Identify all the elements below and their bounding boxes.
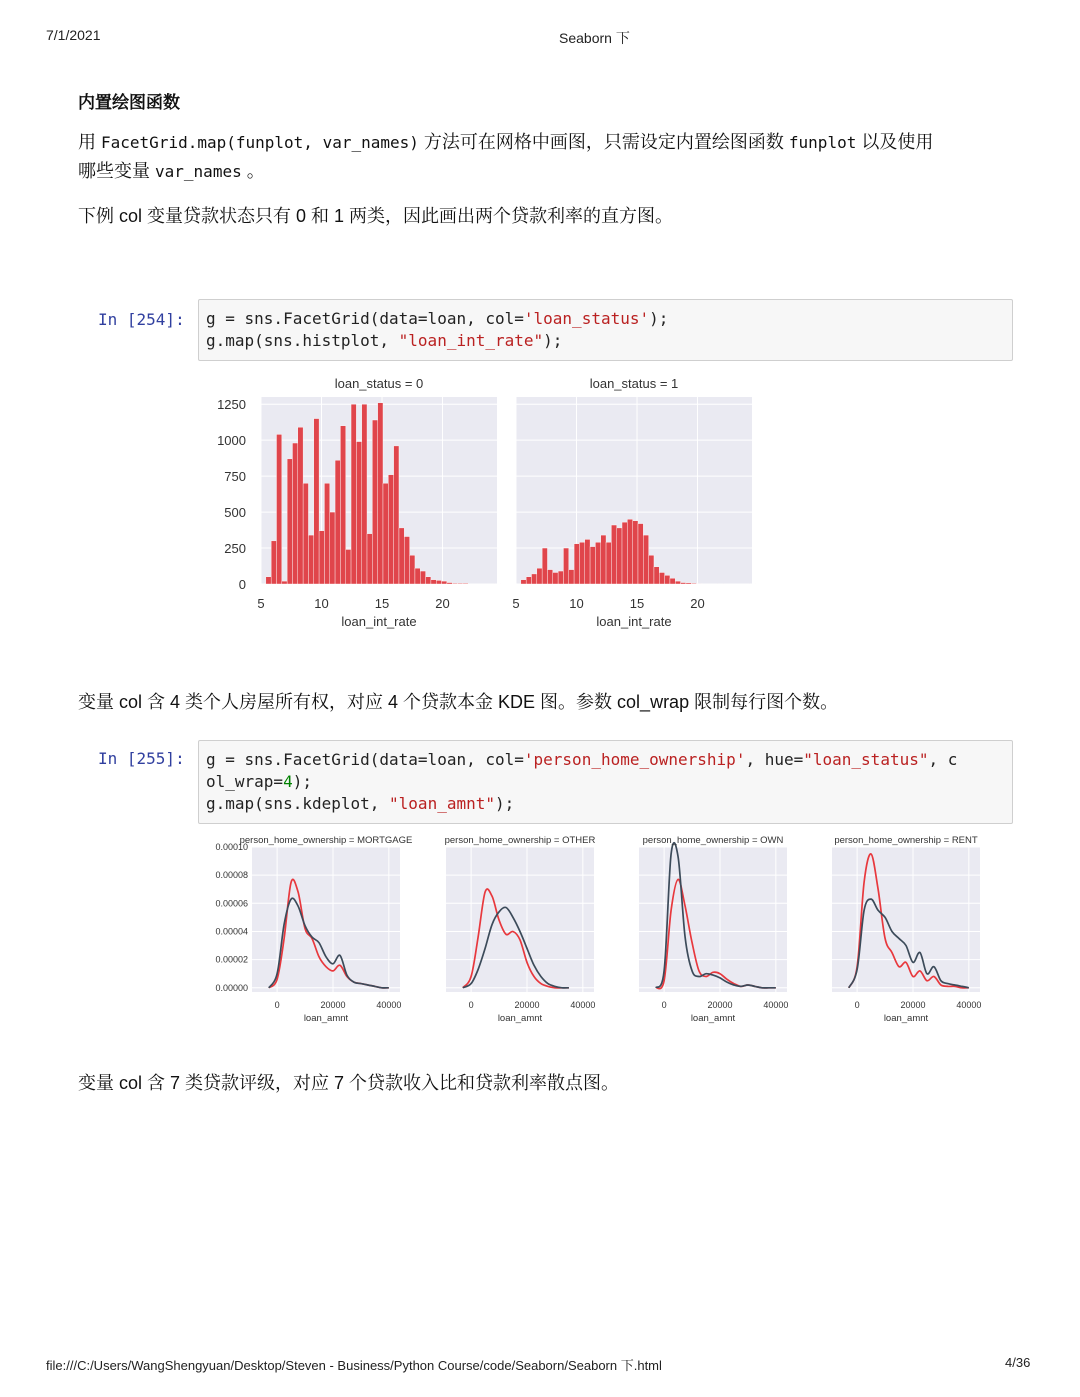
code-line: g = sns.FacetGrid(data=loan, col='person_home_ownership', hue="loan_status", c xyxy=(206,750,958,769)
y-tick-label: 0.00002 xyxy=(215,954,248,965)
histogram-bar xyxy=(585,539,590,584)
y-tick-label: 0.00008 xyxy=(215,870,248,881)
histogram-bar xyxy=(298,427,303,584)
x-tick-label: 20000 xyxy=(900,1000,926,1010)
histogram-bar xyxy=(463,583,468,584)
histogram-bar xyxy=(303,483,308,584)
code-cell-255[interactable] xyxy=(198,740,1013,824)
histogram-bar xyxy=(665,575,670,584)
histogram-bar xyxy=(447,583,452,584)
histogram-bar xyxy=(531,574,536,584)
histogram-bar xyxy=(362,404,367,584)
histogram-bar xyxy=(378,403,383,584)
histogram-bar xyxy=(633,521,638,584)
code-line: g = sns.FacetGrid(data=loan, col='loan_status'); xyxy=(206,309,669,328)
histogram-bar xyxy=(622,522,627,584)
para1-text-4: 哪些变量 xyxy=(78,161,156,181)
histogram-bar xyxy=(526,577,531,584)
histogram-bar xyxy=(436,580,441,584)
histogram-bar xyxy=(649,555,654,584)
kde-description: 变量 col 含 4 类个人房屋所有权，对应 4 个贷款本金 KDE 图。参数 col_wrap 限制每行图个数。 xyxy=(78,692,839,712)
x-axis-label: loan_amnt xyxy=(690,1013,736,1024)
histogram-bar xyxy=(606,542,611,584)
intro-paragraph xyxy=(78,128,1018,186)
histogram-bar xyxy=(558,571,563,584)
y-tick-label: 0.00004 xyxy=(215,926,248,937)
plot-area xyxy=(252,847,400,992)
code-line: ol_wrap=4); xyxy=(206,772,312,791)
histogram-bar xyxy=(675,581,680,584)
x-axis-label: loan_amnt xyxy=(497,1013,543,1024)
histogram-bar xyxy=(579,542,584,584)
x-tick-label: 20 xyxy=(435,596,450,611)
para1-text-3: 以及使用 xyxy=(856,132,934,152)
histogram-description: 下例 col 变量贷款状态只有 0 和 1 两类，因此画出两个贷款利率的直方图。 xyxy=(78,206,674,226)
y-tick-label: 500 xyxy=(224,505,246,521)
x-tick-label: 40000 xyxy=(376,1000,402,1010)
x-tick-label: 40000 xyxy=(956,1000,982,1010)
histogram-bar xyxy=(442,581,447,584)
histogram-bar xyxy=(659,572,664,584)
histogram-bar xyxy=(611,525,616,584)
y-tick-label: 750 xyxy=(224,469,246,485)
histogram-bar xyxy=(521,580,526,584)
x-tick-label: 15 xyxy=(374,596,390,611)
histogram-bar xyxy=(346,549,351,584)
histogram-bar xyxy=(569,570,574,584)
kde-figure xyxy=(200,830,1010,1025)
x-tick-label: 0 xyxy=(274,1000,280,1010)
y-tick-label: 1250 xyxy=(217,397,246,413)
x-tick-label: 5 xyxy=(257,596,265,611)
histogram-bar xyxy=(590,547,595,584)
histogram-bar xyxy=(399,528,404,584)
histogram-bar xyxy=(574,544,579,584)
histogram-bar xyxy=(388,475,393,584)
para1-text-1: 用 xyxy=(78,132,102,152)
x-axis-label: loan_int_rate xyxy=(341,614,417,629)
histogram-bar xyxy=(553,572,558,584)
x-tick-label: 20000 xyxy=(514,1000,540,1010)
panel-title: person_home_ownership = RENT xyxy=(834,835,978,846)
histogram-figure xyxy=(200,370,770,635)
histogram-bar xyxy=(638,524,643,584)
histogram-bar xyxy=(356,442,361,584)
x-tick-label: 40000 xyxy=(763,1000,789,1010)
panel-title: loan_status = 0 xyxy=(334,376,424,391)
histogram-bar xyxy=(314,419,319,584)
histogram-bar xyxy=(654,567,659,584)
histogram-bar xyxy=(367,534,372,584)
histogram-bar xyxy=(308,535,313,584)
print-date: 7/1/2021 xyxy=(46,27,101,43)
histogram-bar xyxy=(276,434,281,584)
histogram-bar xyxy=(351,404,356,584)
section-title: 内置绘图函数 xyxy=(78,93,180,112)
histogram-bar xyxy=(415,568,420,584)
panel-title: person_home_ownership = OTHER xyxy=(444,835,596,846)
plot-area xyxy=(832,847,980,992)
histogram-bar xyxy=(595,542,600,584)
file-path: file:///C:/Users/WangShengyuan/Desktop/Steven - Business/Python Course/code/Seaborn/Seaborn 下.html xyxy=(46,1358,662,1373)
histogram-bar xyxy=(383,483,388,584)
code-line: g.map(sns.histplot, "loan_int_rate"); xyxy=(206,331,563,350)
histogram-bar xyxy=(627,519,632,584)
histogram-bar xyxy=(324,483,329,584)
histogram-bar xyxy=(335,460,340,584)
code-cell-254[interactable] xyxy=(198,299,1013,361)
plot-area xyxy=(446,847,594,992)
plot-area xyxy=(639,847,787,992)
x-tick-label: 20 xyxy=(690,596,705,611)
y-tick-label: 1000 xyxy=(217,433,246,449)
y-tick-label: 0.00006 xyxy=(215,898,248,909)
x-axis-label: loan_amnt xyxy=(883,1013,929,1024)
x-tick-label: 5 xyxy=(512,596,520,611)
cell-prompt-254: In [254]: xyxy=(98,310,185,329)
histogram-bar xyxy=(394,446,399,584)
x-tick-label: 15 xyxy=(629,596,645,611)
print-title: Seaborn 下 xyxy=(559,30,630,46)
x-axis-label: loan_amnt xyxy=(303,1013,349,1024)
histogram-bar xyxy=(292,443,297,584)
histogram-bar xyxy=(643,535,648,584)
para1-code-method: FacetGrid.map(funplot, var_names) xyxy=(101,133,419,152)
para1-text-2: 方法可在网格中画图，只需设定内置绘图函数 xyxy=(418,132,789,152)
histogram-bar xyxy=(282,581,287,584)
histogram-bar xyxy=(271,541,276,584)
x-tick-label: 40000 xyxy=(570,1000,596,1010)
histogram-bar xyxy=(617,528,622,584)
scatter-description: 变量 col 含 7 类贷款评级，对应 7 个贷款收入比和贷款利率散点图。 xyxy=(78,1073,620,1093)
histogram-bar xyxy=(537,568,542,584)
x-tick-label: 20000 xyxy=(707,1000,733,1010)
histogram-bar xyxy=(670,578,675,584)
panel-title: person_home_ownership = OWN xyxy=(642,835,784,846)
histogram-bar xyxy=(547,570,552,584)
histogram-bar xyxy=(287,459,292,584)
histogram-bar xyxy=(681,583,686,584)
x-tick-label: 0 xyxy=(854,1000,860,1010)
cell-prompt-255: In [255]: xyxy=(98,749,185,768)
histogram-bar xyxy=(563,548,568,584)
x-axis-label: loan_int_rate xyxy=(596,614,672,629)
x-tick-label: 20000 xyxy=(320,1000,346,1010)
y-tick-label: 0.00010 xyxy=(215,842,248,852)
histogram-bar xyxy=(601,535,606,584)
histogram-bar xyxy=(319,531,324,584)
histogram-bar xyxy=(458,583,463,584)
para1-text-5: 。 xyxy=(241,161,265,181)
page-number: 4/36 xyxy=(1005,1355,1031,1370)
histogram-bar xyxy=(372,420,377,584)
x-tick-label: 10 xyxy=(569,596,584,611)
code-line: g.map(sns.kdeplot, "loan_amnt"); xyxy=(206,794,515,813)
y-tick-label: 0.00000 xyxy=(215,982,248,993)
panel-title: loan_status = 1 xyxy=(589,376,679,391)
x-tick-label: 0 xyxy=(661,1000,667,1010)
histogram-bar xyxy=(426,577,431,584)
histogram-bar xyxy=(404,537,409,584)
histogram-bar xyxy=(266,577,271,584)
histogram-bar xyxy=(410,555,415,584)
histogram-bar xyxy=(431,580,436,584)
y-tick-label: 250 xyxy=(224,541,246,557)
histogram-bar xyxy=(542,548,547,584)
histogram-bar xyxy=(330,512,335,584)
histogram-bar xyxy=(686,583,691,584)
histogram-bar xyxy=(452,583,457,584)
x-tick-label: 0 xyxy=(468,1000,474,1010)
para1-code-varnames: var_names xyxy=(155,162,242,181)
histogram-bar xyxy=(691,583,696,584)
histogram-bar xyxy=(420,571,425,584)
para1-code-funplot: funplot xyxy=(788,133,857,152)
x-tick-label: 10 xyxy=(314,596,329,611)
y-tick-label: 0 xyxy=(238,577,246,592)
histogram-bar xyxy=(340,426,345,584)
panel-title: person_home_ownership = MORTGAGE xyxy=(239,835,413,846)
